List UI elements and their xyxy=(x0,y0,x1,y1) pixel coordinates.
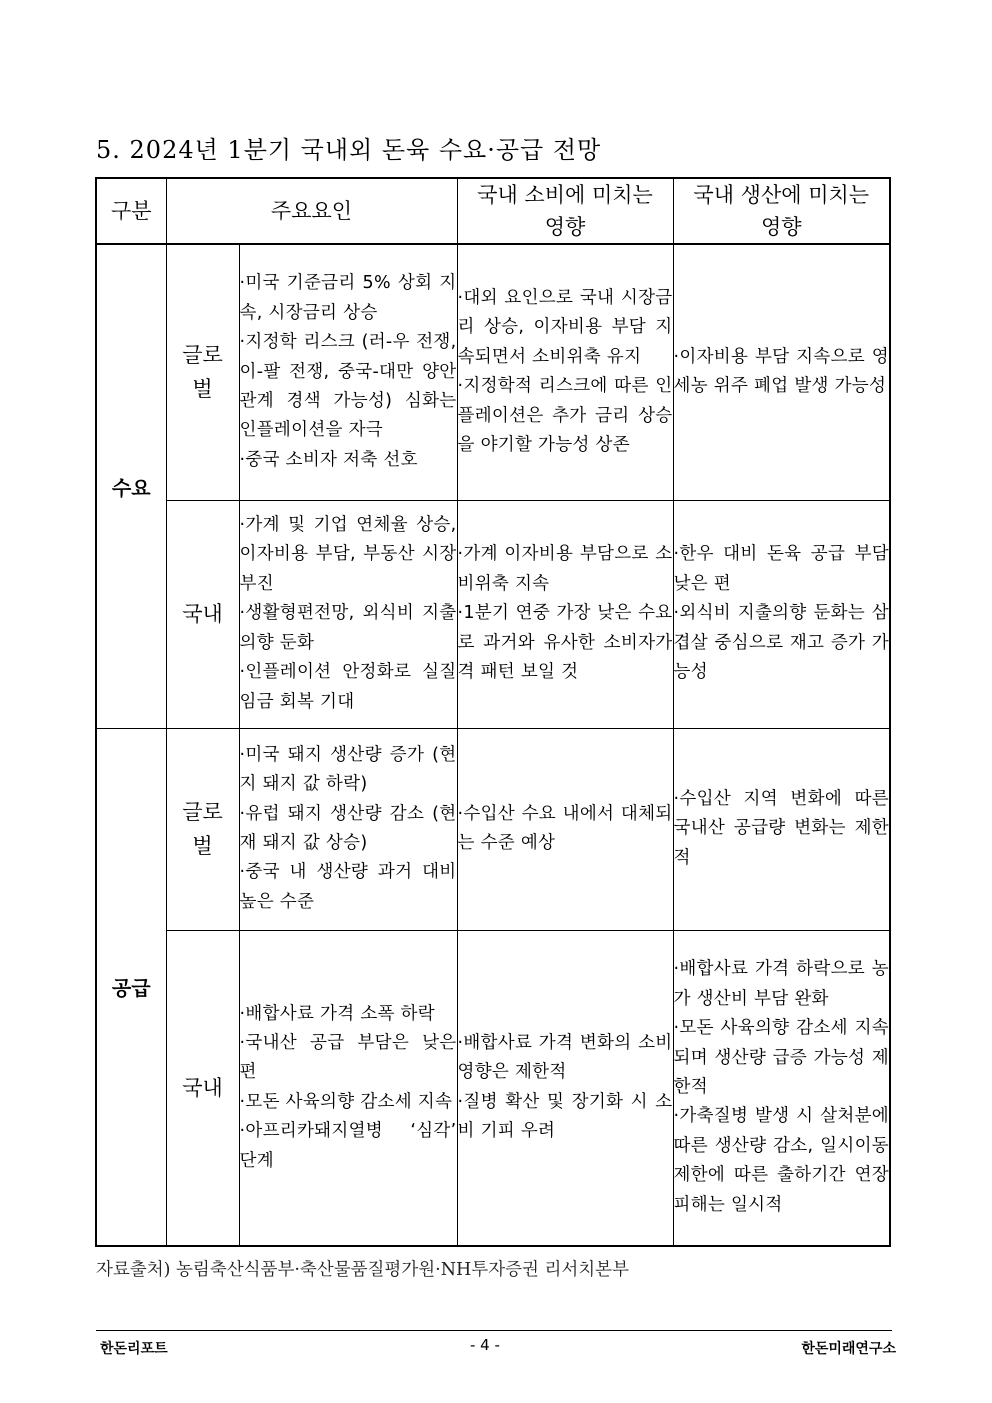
table-row xyxy=(96,500,890,728)
demand-domestic-production: ·한우 대비 돈육 공급 부담 낮은 편 ·외식비 지출의향 둔화는 삼겹살 중심으로 재고 증가 가능성 xyxy=(673,500,890,728)
supply-domestic-production: ·배합사료 가격 하락으로 농가 생산비 부담 완화 ·모돈 사육의향 감소세 지속되며 생산량 급증 가능성 제한적 ·가축질병 발생 시 살처분에 따른 생산량 감소, 일시이동제한에 따른 출하기간 연장 피해는 일시적 xyxy=(673,930,890,1246)
supply-demand-table xyxy=(95,177,891,1247)
table-row xyxy=(96,728,890,930)
page-number: - 4 - xyxy=(470,1336,500,1354)
demand-global-factors: ·미국 기준금리 5% 상회 지속, 시장금리 상승 ·지정학 리스크 (러-우 전쟁, 이-팔 전쟁, 중국-대만 양안관계 경색 가능성) 심화는 인플레이션을 자극 ·중국 소비자 저축 선호 xyxy=(239,244,457,500)
header-production-impact: 국내 생산에 미치는 영향 xyxy=(673,178,890,244)
demand-global-production: ·이자비용 부담 지속으로 영세농 위주 폐업 발생 가능성 xyxy=(673,244,890,500)
section-title: 5. 2024년 1분기 국내외 돈육 수요·공급 전망 xyxy=(96,136,602,164)
demand-global-consumption: ·대외 요인으로 국내 시장금리 상승, 이자비용 부담 지속되면서 소비위축 유지 ·지정학적 리스크에 따른 인플레이션은 추가 금리 상승을 야기할 가능성 상존 xyxy=(457,244,673,500)
table-row xyxy=(96,930,890,1246)
demand-domestic-factors: ·가계 및 기업 연체율 상승, 이자비용 부담, 부동산 시장 부진 ·생활형편전망, 외식비 지출의향 둔화 ·인플레이션 안정화로 실질임금 회복 기대 xyxy=(239,500,457,728)
demand-label: 수요 xyxy=(96,244,166,728)
supply-global-factors: ·미국 돼지 생산량 증가 (현지 돼지 값 하락) ·유럽 돼지 생산량 감소 (현재 돼지 값 상승) ·중국 내 생산량 과거 대비 높은 수준 xyxy=(239,728,457,930)
header-factors: 주요요인 xyxy=(166,178,457,244)
supply-global-label: 글로 벌 xyxy=(166,728,239,930)
demand-global-label: 글로 벌 xyxy=(166,244,239,500)
header-category: 구분 xyxy=(96,178,166,244)
table-row xyxy=(96,244,890,500)
supply-domestic-consumption: ·배합사료 가격 변화의 소비 영향은 제한적 ·질병 확산 및 장기화 시 소비 기피 우려 xyxy=(457,930,673,1246)
source-note: 자료출처) 농림축산식품부·축산물품질평가원·NH투자증권 리서치본부 xyxy=(96,1260,629,1280)
table-header-row xyxy=(96,178,890,244)
supply-domestic-label: 국내 xyxy=(166,930,239,1246)
supply-domestic-factors: ·배합사료 가격 소폭 하락 ·국내산 공급 부담은 낮은 편 ·모돈 사육의향 감소세 지속 ·아프리카돼지열병 ‘심각’ 단계 xyxy=(239,930,457,1246)
footer-divider xyxy=(96,1330,892,1331)
supply-label: 공급 xyxy=(96,728,166,1246)
header-consumption-impact: 국내 소비에 미치는 영향 xyxy=(457,178,673,244)
demand-domestic-label: 국내 xyxy=(166,500,239,728)
footer-organization: 한돈미래연구소 xyxy=(801,1341,896,1357)
supply-global-consumption: ·수입산 수요 내에서 대체되는 수준 예상 xyxy=(457,728,673,930)
footer-publication: 한돈리포트 xyxy=(100,1341,168,1357)
demand-domestic-consumption: ·가계 이자비용 부담으로 소비위축 지속 ·1분기 연중 가장 낮은 수요로 과거와 유사한 소비자가격 패턴 보일 것 xyxy=(457,500,673,728)
supply-global-production: ·수입산 지역 변화에 따른 국내산 공급량 변화는 제한적 xyxy=(673,728,890,930)
